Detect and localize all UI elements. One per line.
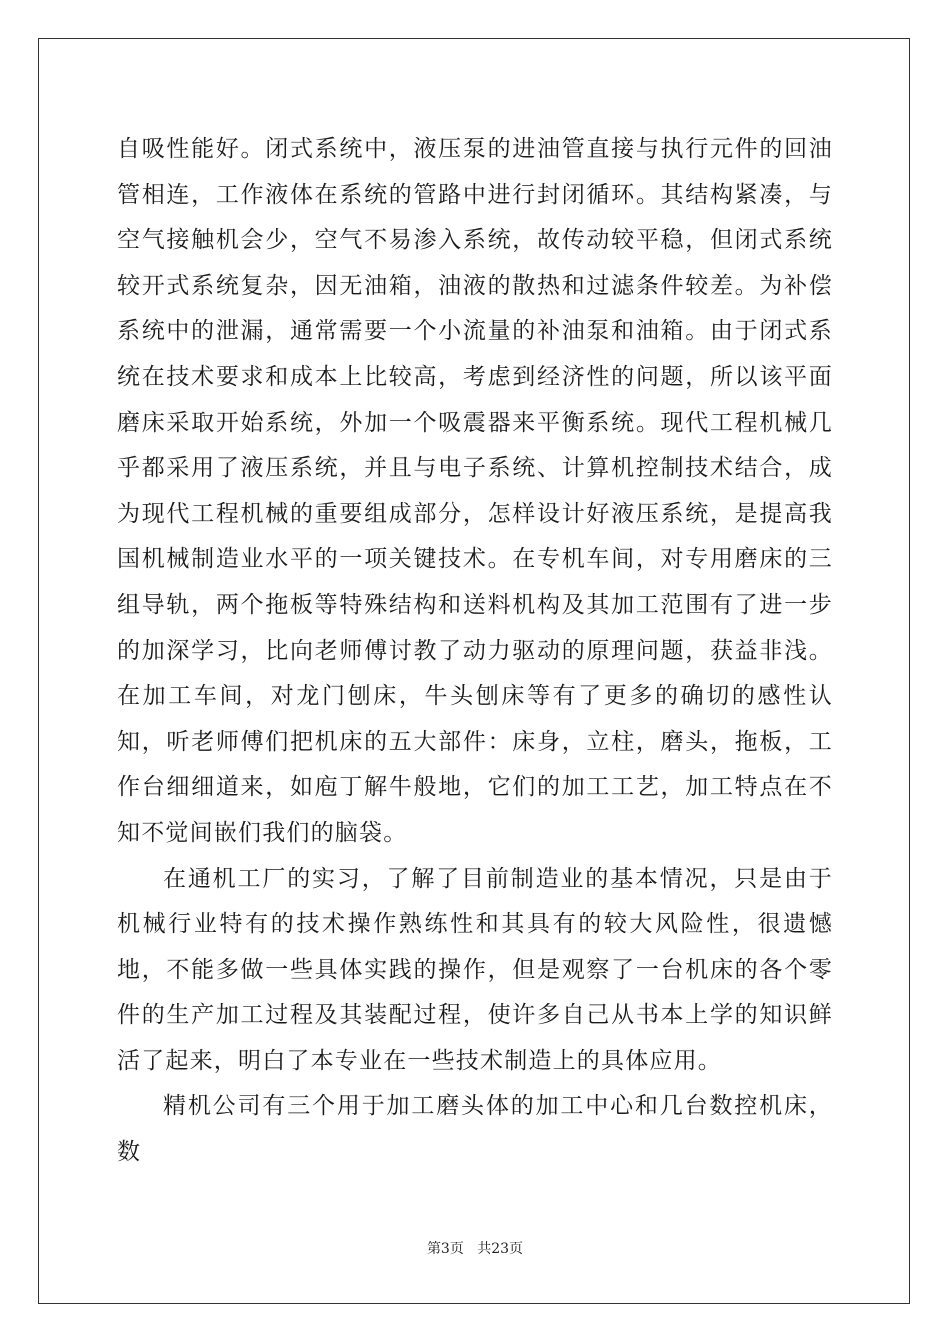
- paragraph-2: 在通机工厂的实习，了解了目前制造业的基本情况，只是由于机械行业特有的技术操作熟练性和其具有的较大风险性，很遗憾地，不能多做一些具体实践的操作，但是观察了一台机床的各个零件的生产加工过程及其装配过程，使许多自己从书本上学的知识鲜活了起来，明白了本专业在一些技术制造上的具体应用。: [117, 865, 833, 1074]
- page-total: 共23页: [477, 1241, 524, 1257]
- paragraph-1: 自吸性能好。闭式系统中，液压泵的进油管直接与执行元件的回油管相连，工作液体在系统的管路中进行封闭循环。其结构紧凑，与空气接触机会少，空气不易渗入系统，故传动较平稳，但闭式系统较开式系统复杂，因无油箱，油液的散热和过滤条件较差。为补偿系统中的泄漏，通常需要一个小流量的补油泵和油箱。由于闭式系统在技术要求和成本上比较高，考虑到经济性的问题，所以该平面磨床采取开始系统，外加一个吸震器来平衡系统。现代工程机械几乎都采用了液压系统，并且与电子系统、计算机控制技术结合，成为现代工程机械的重要组成部分，怎样设计好液压系统，是提高我国机械制造业水平的一项关键技术。在专机车间，对专用磨床的三组导轨，两个拖板等特殊结构和送料机构及其加工范围有了进一步的加深学习，比向老师傅讨教了动力驱动的原理问题，获益非浅。在加工车间，对龙门刨床，牛头刨床等有了更多的确切的感性认知，听老师傅们把机床的五大部件：床身，立柱，磨头，拖板，工作台细细道来，如庖丁解牛般地，它们的加工工艺，加工特点在不知不觉间嵌们我们的脑袋。: [117, 136, 833, 846]
- page-number: 第3页: [426, 1241, 464, 1257]
- page-footer: [0, 1238, 950, 1258]
- paragraph-3: 精机公司有三个用于加工磨头体的加工中心和几台数控机床，数: [117, 1093, 833, 1166]
- document-body: [117, 127, 833, 1176]
